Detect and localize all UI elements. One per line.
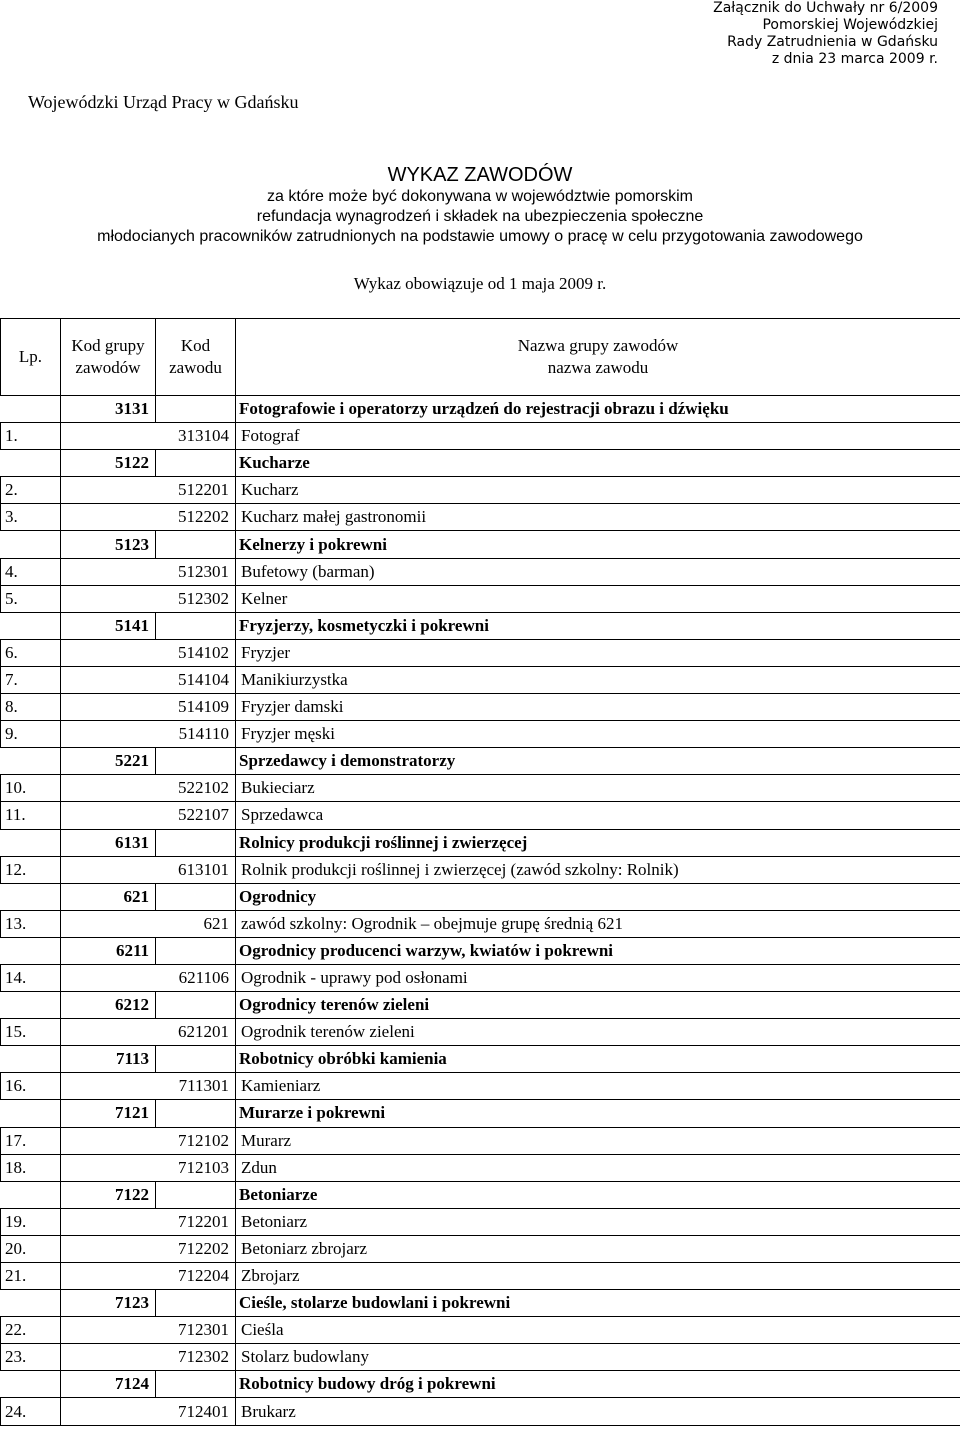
lp-cell — [1, 992, 61, 1019]
code-cell: 711301 — [156, 1073, 236, 1100]
code-cell: 712102 — [156, 1127, 236, 1154]
code-cell: 512301 — [156, 558, 236, 585]
table-row — [1, 694, 960, 721]
group-code-cell — [61, 775, 156, 802]
name-cell: Kelner — [236, 585, 960, 612]
lp-cell — [1, 748, 61, 775]
title-main: WYKAZ ZAWODÓW — [387, 164, 573, 186]
table-row — [1, 910, 960, 937]
group-row — [1, 450, 960, 477]
code-cell — [156, 396, 236, 423]
code-cell — [156, 1371, 236, 1398]
header-code-line2: zawodu — [169, 358, 222, 377]
table-row — [1, 1154, 960, 1181]
lp-cell — [1, 450, 61, 477]
group-code-cell — [61, 1073, 156, 1100]
name-cell: Kucharze — [236, 450, 960, 477]
table-row — [1, 1263, 960, 1290]
document-title — [0, 163, 960, 247]
name-cell: Cieśla — [236, 1317, 960, 1344]
group-row — [1, 1181, 960, 1208]
attachment-line: z dnia 23 marca 2009 r. — [771, 51, 938, 67]
name-cell: Cieśle, stolarze budowlani i pokrewni — [236, 1290, 960, 1317]
group-code-cell — [61, 1344, 156, 1371]
group-code-cell — [61, 1263, 156, 1290]
table-body — [1, 396, 960, 1426]
code-cell: 512202 — [156, 504, 236, 531]
group-code-cell — [61, 639, 156, 666]
lp-cell: 23. — [1, 1344, 61, 1371]
code-cell: 522102 — [156, 775, 236, 802]
group-row — [1, 396, 960, 423]
name-cell: Zdun — [236, 1154, 960, 1181]
name-cell: Fotograf — [236, 423, 960, 450]
name-cell: Stolarz budowlany — [236, 1344, 960, 1371]
name-cell: Bukieciarz — [236, 775, 960, 802]
group-code-cell — [61, 1154, 156, 1181]
code-cell: 712401 — [156, 1398, 236, 1425]
name-cell: Robotnicy budowy dróg i pokrewni — [236, 1371, 960, 1398]
group-code-cell: 6212 — [61, 992, 156, 1019]
name-cell: Ogrodnicy — [236, 883, 960, 910]
table-row — [1, 1127, 960, 1154]
code-cell — [156, 612, 236, 639]
group-code-cell — [61, 802, 156, 829]
name-cell: Bufetowy (barman) — [236, 558, 960, 585]
code-cell: 512302 — [156, 585, 236, 612]
office-name: Wojewódzki Urząd Pracy w Gdańsku — [28, 92, 299, 112]
group-code-cell — [61, 504, 156, 531]
lp-cell — [1, 1100, 61, 1127]
group-code-cell: 7122 — [61, 1181, 156, 1208]
table-row — [1, 585, 960, 612]
group-row — [1, 1371, 960, 1398]
code-cell: 712301 — [156, 1317, 236, 1344]
table-row — [1, 721, 960, 748]
code-cell: 712302 — [156, 1344, 236, 1371]
group-code-cell — [61, 1398, 156, 1425]
name-cell: Fotografowie i operatorzy urządzeń do rejestracji obrazu i dźwięku — [236, 396, 960, 423]
table-row — [1, 504, 960, 531]
name-cell: Betoniarz — [236, 1208, 960, 1235]
name-cell: Kucharz małej gastronomii — [236, 504, 960, 531]
group-row — [1, 829, 960, 856]
code-cell — [156, 1046, 236, 1073]
lp-cell — [1, 612, 61, 639]
name-cell: Betoniarze — [236, 1181, 960, 1208]
name-cell: Sprzedawca — [236, 802, 960, 829]
lp-cell — [1, 937, 61, 964]
table-row — [1, 802, 960, 829]
code-cell: 512201 — [156, 477, 236, 504]
title-line: za które może być dokonywana w województwie pomorskim — [267, 188, 693, 205]
code-cell — [156, 748, 236, 775]
group-row — [1, 1046, 960, 1073]
name-cell: Kucharz — [236, 477, 960, 504]
code-cell — [156, 992, 236, 1019]
name-cell: Kelnerzy i pokrewni — [236, 531, 960, 558]
group-code-cell: 621 — [61, 883, 156, 910]
lp-cell: 2. — [1, 477, 61, 504]
name-cell: Fryzjer — [236, 639, 960, 666]
group-code-cell — [61, 1208, 156, 1235]
table-row — [1, 423, 960, 450]
group-code-cell: 3131 — [61, 396, 156, 423]
table-row — [1, 1344, 960, 1371]
name-cell: Sprzedawcy i demonstratorzy — [236, 748, 960, 775]
group-code-cell — [61, 585, 156, 612]
code-cell: 712103 — [156, 1154, 236, 1181]
header-group-code-line2: zawodów — [75, 358, 141, 377]
group-code-cell: 5141 — [61, 612, 156, 639]
name-cell: Rolnicy produkcji roślinnej i zwierzęcej — [236, 829, 960, 856]
table-header-row — [1, 319, 960, 396]
group-code-cell: 5122 — [61, 450, 156, 477]
header-name-line2: nazwa zawodu — [547, 358, 649, 377]
lp-cell: 15. — [1, 1019, 61, 1046]
code-cell: 712201 — [156, 1208, 236, 1235]
table-row — [1, 856, 960, 883]
lp-cell: 9. — [1, 721, 61, 748]
code-cell — [156, 450, 236, 477]
lp-cell: 20. — [1, 1235, 61, 1262]
group-row — [1, 1290, 960, 1317]
code-cell: 621106 — [156, 964, 236, 991]
name-cell: Ogrodnicy terenów zieleni — [236, 992, 960, 1019]
code-cell: 514110 — [156, 721, 236, 748]
group-code-cell: 7124 — [61, 1371, 156, 1398]
name-cell: Kamieniarz — [236, 1073, 960, 1100]
group-code-cell: 6211 — [61, 937, 156, 964]
header-code — [156, 319, 236, 396]
name-cell: Brukarz — [236, 1398, 960, 1425]
group-code-cell: 7123 — [61, 1290, 156, 1317]
code-cell: 712202 — [156, 1235, 236, 1262]
lp-cell — [1, 1290, 61, 1317]
table-row — [1, 666, 960, 693]
lp-cell — [1, 531, 61, 558]
group-row — [1, 1100, 960, 1127]
lp-cell: 14. — [1, 964, 61, 991]
code-cell — [156, 829, 236, 856]
code-cell — [156, 531, 236, 558]
lp-cell: 12. — [1, 856, 61, 883]
lp-cell: 18. — [1, 1154, 61, 1181]
name-cell: Betoniarz zbrojarz — [236, 1235, 960, 1262]
name-cell: Murarz — [236, 1127, 960, 1154]
code-cell: 313104 — [156, 423, 236, 450]
group-code-cell — [61, 558, 156, 585]
code-cell — [156, 1100, 236, 1127]
table-row — [1, 1073, 960, 1100]
name-cell: Ogrodnik terenów zieleni — [236, 1019, 960, 1046]
group-row — [1, 531, 960, 558]
header-lp: Lp. — [1, 319, 61, 396]
code-cell: 514109 — [156, 694, 236, 721]
name-cell: Robotnicy obróbki kamienia — [236, 1046, 960, 1073]
lp-cell: 10. — [1, 775, 61, 802]
name-cell: Manikiurzystka — [236, 666, 960, 693]
name-cell: Murarze i pokrewni — [236, 1100, 960, 1127]
group-code-cell — [61, 423, 156, 450]
lp-cell: 16. — [1, 1073, 61, 1100]
lp-cell — [1, 829, 61, 856]
group-code-cell — [61, 910, 156, 937]
lp-cell — [1, 396, 61, 423]
group-row — [1, 992, 960, 1019]
group-code-cell — [61, 1019, 156, 1046]
code-cell: 621201 — [156, 1019, 236, 1046]
lp-cell: 6. — [1, 639, 61, 666]
attachment-line: Pomorskiej Wojewódzkiej — [762, 17, 938, 33]
lp-cell: 3. — [1, 504, 61, 531]
name-cell: Zbrojarz — [236, 1263, 960, 1290]
table-row — [1, 1235, 960, 1262]
title-line: refundacja wynagrodzeń i składek na ubezpieczenia społeczne — [256, 208, 704, 225]
table-row — [1, 775, 960, 802]
group-row — [1, 937, 960, 964]
attachment-line: Załącznik do Uchwały nr 6/2009 — [713, 0, 938, 16]
code-cell — [156, 937, 236, 964]
group-row — [1, 748, 960, 775]
lp-cell — [1, 883, 61, 910]
header-name-line1: Nazwa grupy zawodów — [517, 336, 679, 355]
table-row — [1, 558, 960, 585]
header-group-code-line1: Kod grupy — [71, 336, 145, 355]
group-code-cell — [61, 477, 156, 504]
lp-cell: 24. — [1, 1398, 61, 1425]
group-code-cell: 6131 — [61, 829, 156, 856]
lp-cell — [1, 1371, 61, 1398]
table-row — [1, 1208, 960, 1235]
attachment-line: Rady Zatrudnienia w Gdańsku — [727, 34, 938, 50]
code-cell — [156, 1181, 236, 1208]
group-code-cell: 5221 — [61, 748, 156, 775]
name-cell: Fryzjerzy, kosmetyczki i pokrewni — [236, 612, 960, 639]
group-code-cell — [61, 964, 156, 991]
table-row — [1, 1317, 960, 1344]
group-code-cell — [61, 666, 156, 693]
lp-cell: 5. — [1, 585, 61, 612]
lp-cell: 21. — [1, 1263, 61, 1290]
name-cell: Ogrodnik - uprawy pod osłonami — [236, 964, 960, 991]
table-row — [1, 1019, 960, 1046]
validity-note: Wykaz obowiązuje od 1 maja 2009 r. — [353, 274, 607, 293]
attachment-note — [713, 0, 938, 68]
name-cell: Fryzjer damski — [236, 694, 960, 721]
lp-cell: 4. — [1, 558, 61, 585]
code-cell: 514102 — [156, 639, 236, 666]
name-cell: Ogrodnicy producenci warzyw, kwiatów i pokrewni — [236, 937, 960, 964]
group-code-cell: 7121 — [61, 1100, 156, 1127]
group-code-cell — [61, 1235, 156, 1262]
lp-cell: 1. — [1, 423, 61, 450]
lp-cell: 17. — [1, 1127, 61, 1154]
group-code-cell: 5123 — [61, 531, 156, 558]
group-code-cell — [61, 856, 156, 883]
lp-cell: 19. — [1, 1208, 61, 1235]
group-code-cell — [61, 694, 156, 721]
lp-cell: 22. — [1, 1317, 61, 1344]
group-code-cell — [61, 721, 156, 748]
group-code-cell: 7113 — [61, 1046, 156, 1073]
header-code-line1: Kod — [180, 336, 211, 355]
name-cell: zawód szkolny: Ogrodnik – obejmuje grupę średnią 621 — [236, 910, 960, 937]
header-group-code — [61, 319, 156, 396]
name-cell: Rolnik produkcji roślinnej i zwierzęcej (zawód szkolny: Rolnik) — [236, 856, 960, 883]
code-cell: 621 — [156, 910, 236, 937]
group-code-cell — [61, 1317, 156, 1344]
code-cell — [156, 883, 236, 910]
code-cell: 613101 — [156, 856, 236, 883]
lp-cell: 11. — [1, 802, 61, 829]
lp-cell: 7. — [1, 666, 61, 693]
occupations-table — [0, 318, 960, 1426]
lp-cell — [1, 1046, 61, 1073]
title-line: młodocianych pracowników zatrudnionych na podstawie umowy o pracę w celu przygotowania zawodowego — [97, 228, 863, 245]
table-row — [1, 477, 960, 504]
code-cell: 514104 — [156, 666, 236, 693]
code-cell: 712204 — [156, 1263, 236, 1290]
lp-cell — [1, 1181, 61, 1208]
lp-cell: 8. — [1, 694, 61, 721]
group-code-cell — [61, 1127, 156, 1154]
group-row — [1, 612, 960, 639]
code-cell — [156, 1290, 236, 1317]
table-row — [1, 639, 960, 666]
group-row — [1, 883, 960, 910]
lp-cell: 13. — [1, 910, 61, 937]
code-cell: 522107 — [156, 802, 236, 829]
name-cell: Fryzjer męski — [236, 721, 960, 748]
table-row — [1, 1398, 960, 1425]
header-name — [236, 319, 960, 396]
table-row — [1, 964, 960, 991]
